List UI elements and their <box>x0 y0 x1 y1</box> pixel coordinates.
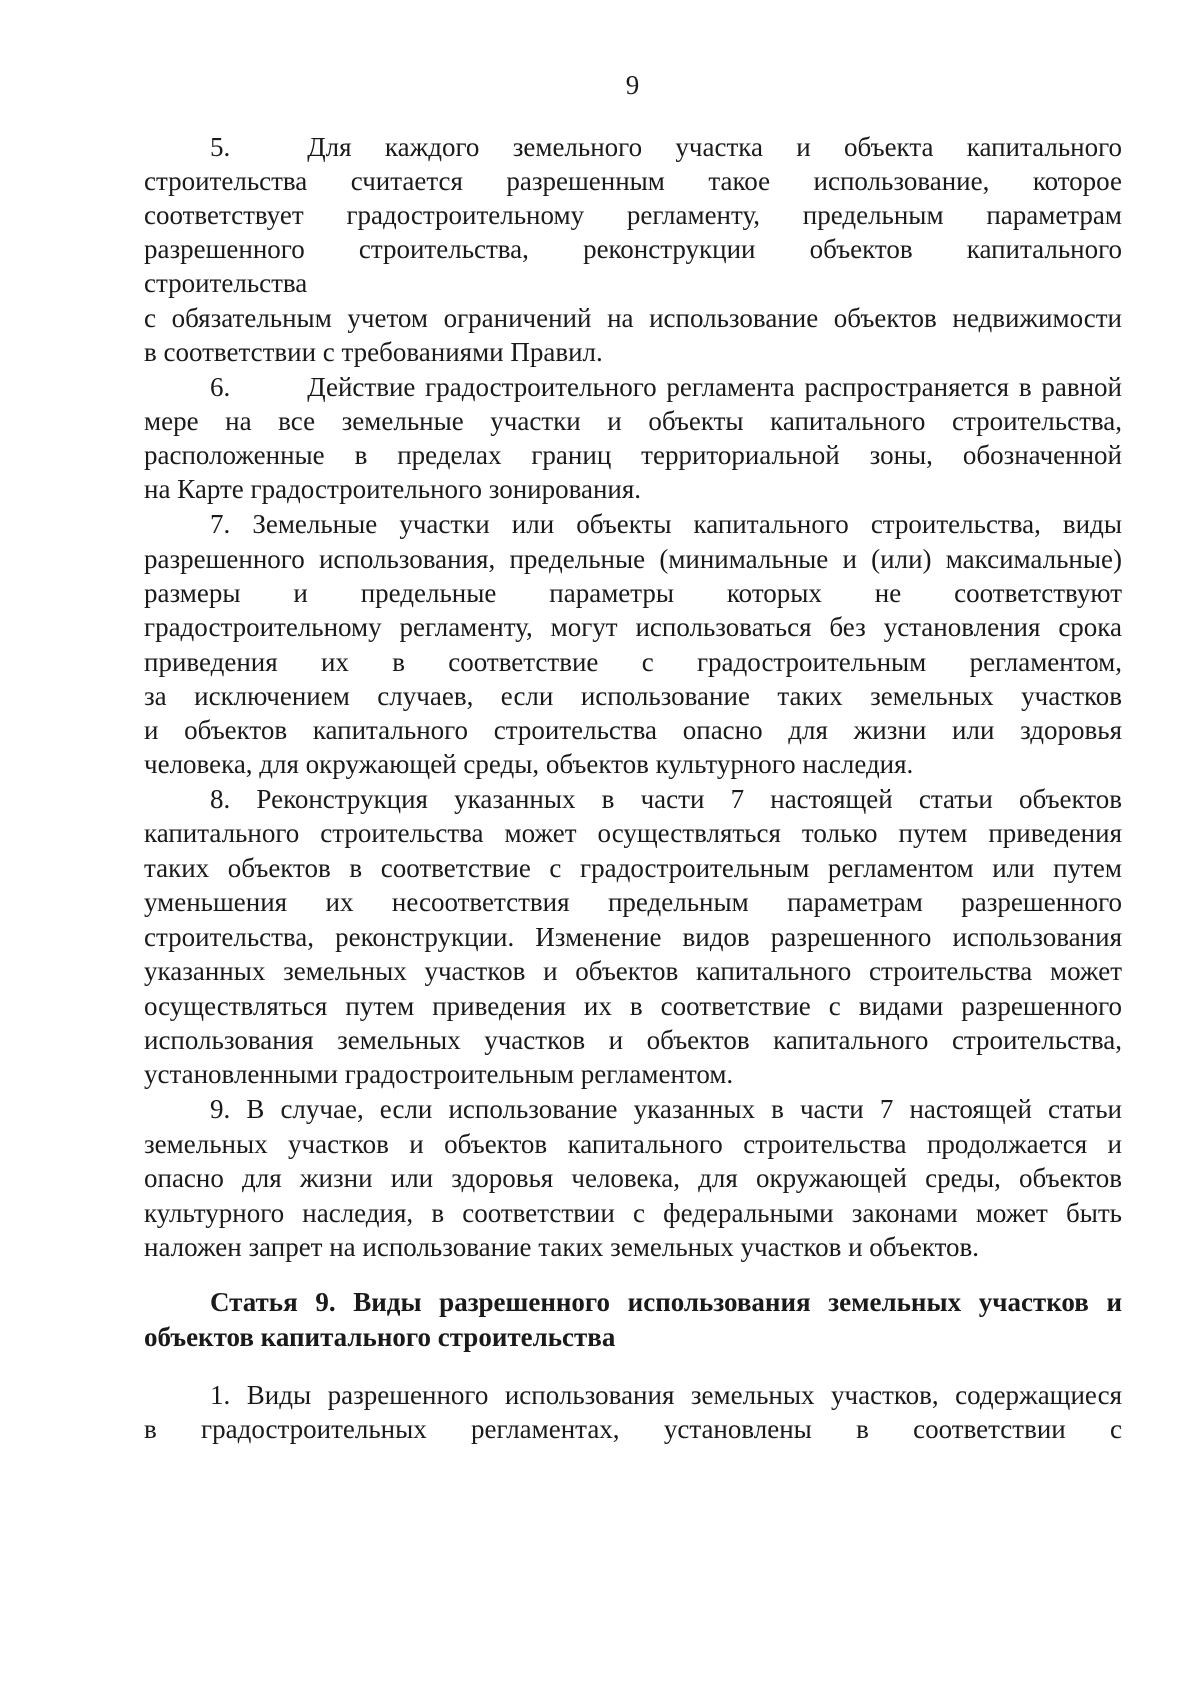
item8-line5: строительства, реконструкции. Изменение видов разрешенного использования <box>144 922 1122 952</box>
item8-line1: 8. Реконструкция указанных в части 7 настоящей статьи объектов <box>210 784 1122 814</box>
item6-line1-text: Действие градостроительного регламента распространяется в равной <box>307 372 1122 402</box>
item7-line3: размеры и предельные параметры которых не соответствуют <box>144 578 1122 608</box>
item9-line5: наложен запрет на использование таких земельных участков и объектов. <box>144 1232 980 1262</box>
item9-line2: земельных участков и объектов капитального строительства продолжается и <box>144 1129 1122 1159</box>
item8-line4: уменьшения их несоответствия предельным параметрам разрешенного <box>144 887 1122 917</box>
item5-line4: разрешенного строительства, реконструкции объектов капитального <box>144 234 1122 264</box>
item5-line3: соответствует градостроительному регламенту, предельным параметрам <box>144 200 1122 230</box>
page-number: 9 <box>625 70 640 100</box>
item5-line7: в соответствии с требованиями Правил. <box>144 337 603 367</box>
item9-line4: культурного наследия, в соответствии с федеральными законами может быть <box>144 1198 1122 1228</box>
item7-line7: и объектов капитального строительства опасно для жизни или здоровья <box>144 715 1122 745</box>
item7-line8: человека, для окружающей среды, объектов культурного наследия. <box>144 749 914 779</box>
item8-line7: осуществляться путем приведения их в соответствие с видами разрешенного <box>144 991 1122 1021</box>
article9-heading-line1: Статья 9. Виды разрешенного использования земельных участков и <box>210 1287 1122 1317</box>
item8-line8: использования земельных участков и объектов капитального строительства, <box>144 1025 1122 1055</box>
item8-line6: указанных земельных участков и объектов капитального строительства может <box>144 956 1122 986</box>
item9-line3: опасно для жизни или здоровья человека, для окружающей среды, объектов <box>144 1163 1122 1193</box>
item5-line1-text: Для каждого земельного участка и объекта капитального <box>307 132 1122 162</box>
item7-line1: 7. Земельные участки или объекты капитального строительства, виды <box>210 509 1122 539</box>
article9-heading-line2: объектов капитального строительства <box>144 1322 616 1352</box>
item5-number: 5. <box>210 132 231 162</box>
item8-line2: капитального строительства может осуществляться только путем приведения <box>144 818 1122 848</box>
item6-line2: мере на все земельные участки и объекты капитального строительства, <box>144 406 1122 436</box>
item5-line2: строительства считается разрешенным такое использование, которое <box>144 166 1122 196</box>
item9-line1: 9. В случае, если использование указанных в части 7 настоящей статьи <box>210 1094 1122 1124</box>
item8-line9: установленными градостроительным регламентом. <box>144 1059 734 1089</box>
item6-number: 6. <box>210 372 231 402</box>
item5-line1 <box>210 128 1122 166</box>
item5-line5: строительства <box>144 268 308 298</box>
item7-line4: градостроительному регламенту, могут использоваться без установления срока <box>144 612 1122 642</box>
item6-line4: на Карте градостроительного зонирования. <box>144 474 642 504</box>
item6-line1 <box>210 368 1122 406</box>
article9-p1-line1: 1. Виды разрешенного использования земельных участков, содержащиеся <box>210 1380 1122 1410</box>
item7-line5: приведения их в соответствие с градостроительным регламентом, <box>144 647 1122 677</box>
item6-line3: расположенные в пределах границ территориальной зоны, обозначенной <box>144 440 1122 470</box>
item7-line2: разрешенного использования, предельные (минимальные и (или) максимальные) <box>144 544 1122 574</box>
item8-line3: таких объектов в соответствие с градостроительным регламентом или путем <box>144 853 1122 883</box>
article9-p1-line2: в градостроительных регламентах, установлены в соответствии с <box>144 1414 1122 1444</box>
item7-line6: за исключением случаев, если использование таких земельных участков <box>144 681 1122 711</box>
item5-line6: с обязательным учетом ограничений на использование объектов недвижимости <box>144 303 1122 333</box>
